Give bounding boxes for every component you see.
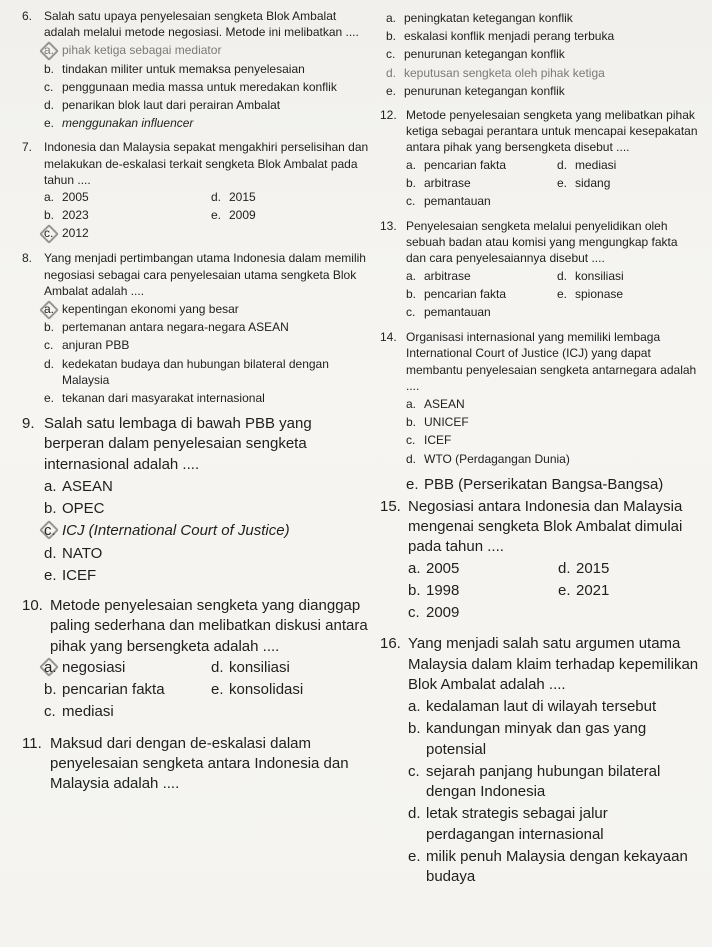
option-e[interactable]: e. 2021 bbox=[558, 581, 610, 599]
question-text: Metode penyelesaian sengketa yang dianggap paling sederhana dan melibatkan diskusi antara pihak yang bersengketa adalah .... bbox=[50, 597, 368, 655]
question-number: 14. bbox=[380, 330, 397, 345]
option-e[interactable]: e. spionase bbox=[557, 286, 624, 301]
question-7 bbox=[22, 139, 370, 242]
option-a[interactable]: a. pihak ketiga sebagai mediator bbox=[44, 42, 370, 58]
option-a[interactable]: a. 2005 bbox=[44, 189, 89, 204]
right-column bbox=[380, 8, 700, 897]
option-c[interactable]: c. sejarah panjang hubungan bilateral dengan Indonesia bbox=[408, 762, 661, 801]
option-a[interactable]: a. arbitrase bbox=[406, 268, 471, 283]
option-e[interactable]: e. menggunakan influencer bbox=[44, 116, 194, 131]
option-b[interactable]: b. pencarian fakta bbox=[406, 286, 507, 301]
option-e[interactable]: e. ICEF bbox=[44, 566, 97, 584]
question-number: 7. bbox=[22, 140, 33, 155]
option-c[interactable]: c. ICJ (International Court of Justice) bbox=[44, 521, 370, 541]
option-e[interactable]: e. konsolidasi bbox=[211, 681, 304, 699]
option-b[interactable]: b. OPEC bbox=[44, 500, 105, 518]
option-d[interactable]: d. NATO bbox=[44, 544, 103, 562]
option-d[interactable]: d. 2015 bbox=[211, 189, 256, 204]
option-d[interactable]: d. letak strategis sebagai jalur perdagangan internasional bbox=[408, 805, 608, 843]
question-15 bbox=[380, 497, 700, 625]
option-b[interactable]: b. kandungan minyak dan gas yang potensial bbox=[408, 720, 647, 758]
question-6 bbox=[22, 8, 370, 131]
question-text: Negosiasi antara Indonesia dan Malaysia mengenai sengketa Blok Ambalat dimulai pada tahun .... bbox=[408, 497, 683, 556]
option-a[interactable]: a. 2005 bbox=[408, 559, 460, 577]
option-b[interactable]: b. pertemanan antara negara-negara ASEAN bbox=[44, 320, 289, 335]
option-d[interactable]: d. penarikan blok laut dari perairan Ambalat bbox=[44, 97, 281, 112]
option-d[interactable]: d. konsiliasi bbox=[211, 658, 290, 676]
option-c[interactable]: c. pemantauan bbox=[406, 305, 491, 319]
question-number: 6. bbox=[22, 9, 33, 23]
option-d[interactable]: d. WTO (Perdagangan Dunia) bbox=[406, 451, 570, 466]
option-a[interactable]: a. kedalaman laut di wilayah tersebut bbox=[408, 698, 657, 716]
question-text: Organisasi internasional yang memiliki lembaga International Court of Justice (ICJ) yang dapat membantu penyelesaian sengketa antarnegara adalah .... bbox=[406, 330, 697, 393]
question-number: 13. bbox=[380, 219, 397, 234]
question-text: Salah satu lembaga di bawah PBB yang berperan dalam penyelesaian sengketa internasional adalah .... bbox=[44, 415, 312, 473]
option-b[interactable]: b. arbitrase bbox=[406, 175, 471, 190]
question-9 bbox=[22, 414, 370, 586]
option-d[interactable]: d. konsiliasi bbox=[557, 268, 624, 283]
question-11 bbox=[22, 734, 370, 795]
option-e[interactable]: e. milik penuh Malaysia dengan kekayaan budaya bbox=[408, 847, 688, 886]
question-text: Yang menjadi pertimbangan utama Indonesia dalam memilih negosiasi sebagai cara penyelesaian utama sengketa Blok Ambalat adalah .... bbox=[44, 251, 366, 298]
question-text: Penyelesaian sengketa melalui penyelidikan oleh sebuah badan atau komisi yang mengungkap fakta dan cara penyelesaiannya disebut .... bbox=[406, 219, 678, 266]
question-16 bbox=[380, 634, 700, 887]
question-number: 9. bbox=[22, 415, 35, 433]
option-b[interactable]: b. UNICEF bbox=[406, 415, 469, 430]
option-b[interactable]: b. 1998 bbox=[408, 581, 460, 599]
question-number: 16. bbox=[380, 635, 401, 653]
option-a[interactable]: a. negosiasi bbox=[44, 658, 203, 678]
option-c[interactable]: c. anjuran PBB bbox=[44, 338, 130, 353]
option-c[interactable]: c. ICEF bbox=[406, 433, 452, 448]
option-b[interactable]: b. 2023 bbox=[44, 208, 89, 223]
question-number: 8. bbox=[22, 251, 33, 266]
question-text: Indonesia dan Malaysia sepakat mengakhiri perselisihan dan melakukan de-eskalasi terkait sengketa Blok Ambalat pada tahun .... bbox=[44, 140, 369, 187]
option-e[interactable]: e. PBB (Perserikatan Bangsa-Bangsa) bbox=[406, 475, 664, 493]
option-d[interactable]: d. mediasi bbox=[557, 157, 617, 172]
option-b[interactable]: b. eskalasi konflik menjadi perang terbuka bbox=[386, 29, 615, 44]
question-text: Yang menjadi salah satu argumen utama Malaysia dalam klaim terhadap kepemilikan Blok Ambalat adalah .... bbox=[408, 635, 699, 693]
question-text: Metode penyelesaian sengketa yang melibatkan pihak ketiga sebagai perantara untuk mencapai kesepakatan antara pihak yang bersengketa disebut .... bbox=[406, 107, 698, 155]
option-c[interactable]: c. pemantauan bbox=[406, 193, 491, 208]
option-c[interactable]: c. penurunan ketegangan konflik bbox=[386, 47, 565, 62]
option-e[interactable]: e. sidang bbox=[557, 175, 611, 190]
option-a[interactable]: a. ASEAN bbox=[406, 396, 465, 411]
question-13 bbox=[380, 218, 700, 321]
option-a[interactable]: a. pencarian fakta bbox=[406, 157, 507, 172]
question-10 bbox=[22, 596, 370, 724]
question-14 bbox=[380, 329, 700, 467]
question-number: 11. bbox=[22, 734, 42, 752]
option-a[interactable]: a. peningkatan ketegangan konflik bbox=[386, 11, 573, 25]
option-e[interactable]: e. penurunan ketegangan konflik bbox=[386, 83, 565, 98]
option-b[interactable]: b. pencarian fakta bbox=[44, 681, 165, 699]
option-a[interactable]: a. kepentingan ekonomi yang besar bbox=[44, 301, 370, 317]
question-8 bbox=[22, 250, 370, 406]
option-c[interactable]: c. mediasi bbox=[44, 703, 114, 721]
question-12 bbox=[380, 107, 700, 210]
option-c[interactable]: c. 2012 bbox=[44, 225, 203, 241]
option-d[interactable]: d. keputusan sengketa oleh pihak ketiga bbox=[386, 65, 605, 80]
question-text: Salah satu upaya penyelesaian sengketa Blok Ambalat adalah melalui metode negosiasi. Metode ini melibatkan .... bbox=[44, 9, 359, 40]
option-c[interactable]: c. penggunaan media massa untuk meredakan konflik bbox=[44, 79, 337, 94]
question-number: 12. bbox=[380, 107, 397, 122]
option-a[interactable]: a. ASEAN bbox=[44, 477, 113, 495]
left-column bbox=[22, 8, 370, 804]
question-number: 15. bbox=[380, 497, 401, 515]
option-e[interactable]: e. tekanan dari masyarakat internasional bbox=[44, 390, 265, 405]
option-d[interactable]: d. kedekatan budaya dan hubungan bilateral dengan Malaysia bbox=[44, 356, 329, 387]
option-e[interactable]: e. 2009 bbox=[211, 208, 256, 223]
question-text: Maksud dari dengan de-eskalasi dalam penyelesaian sengketa antara Indonesia dan Malaysia adalah .... bbox=[50, 734, 349, 793]
question-6-options-continued bbox=[380, 10, 700, 99]
option-c[interactable]: c. 2009 bbox=[408, 604, 460, 622]
option-b[interactable]: b. tindakan militer untuk memaksa penyelesaian bbox=[44, 61, 305, 76]
question-number: 10. bbox=[22, 597, 43, 615]
option-d[interactable]: d. 2015 bbox=[558, 559, 610, 577]
